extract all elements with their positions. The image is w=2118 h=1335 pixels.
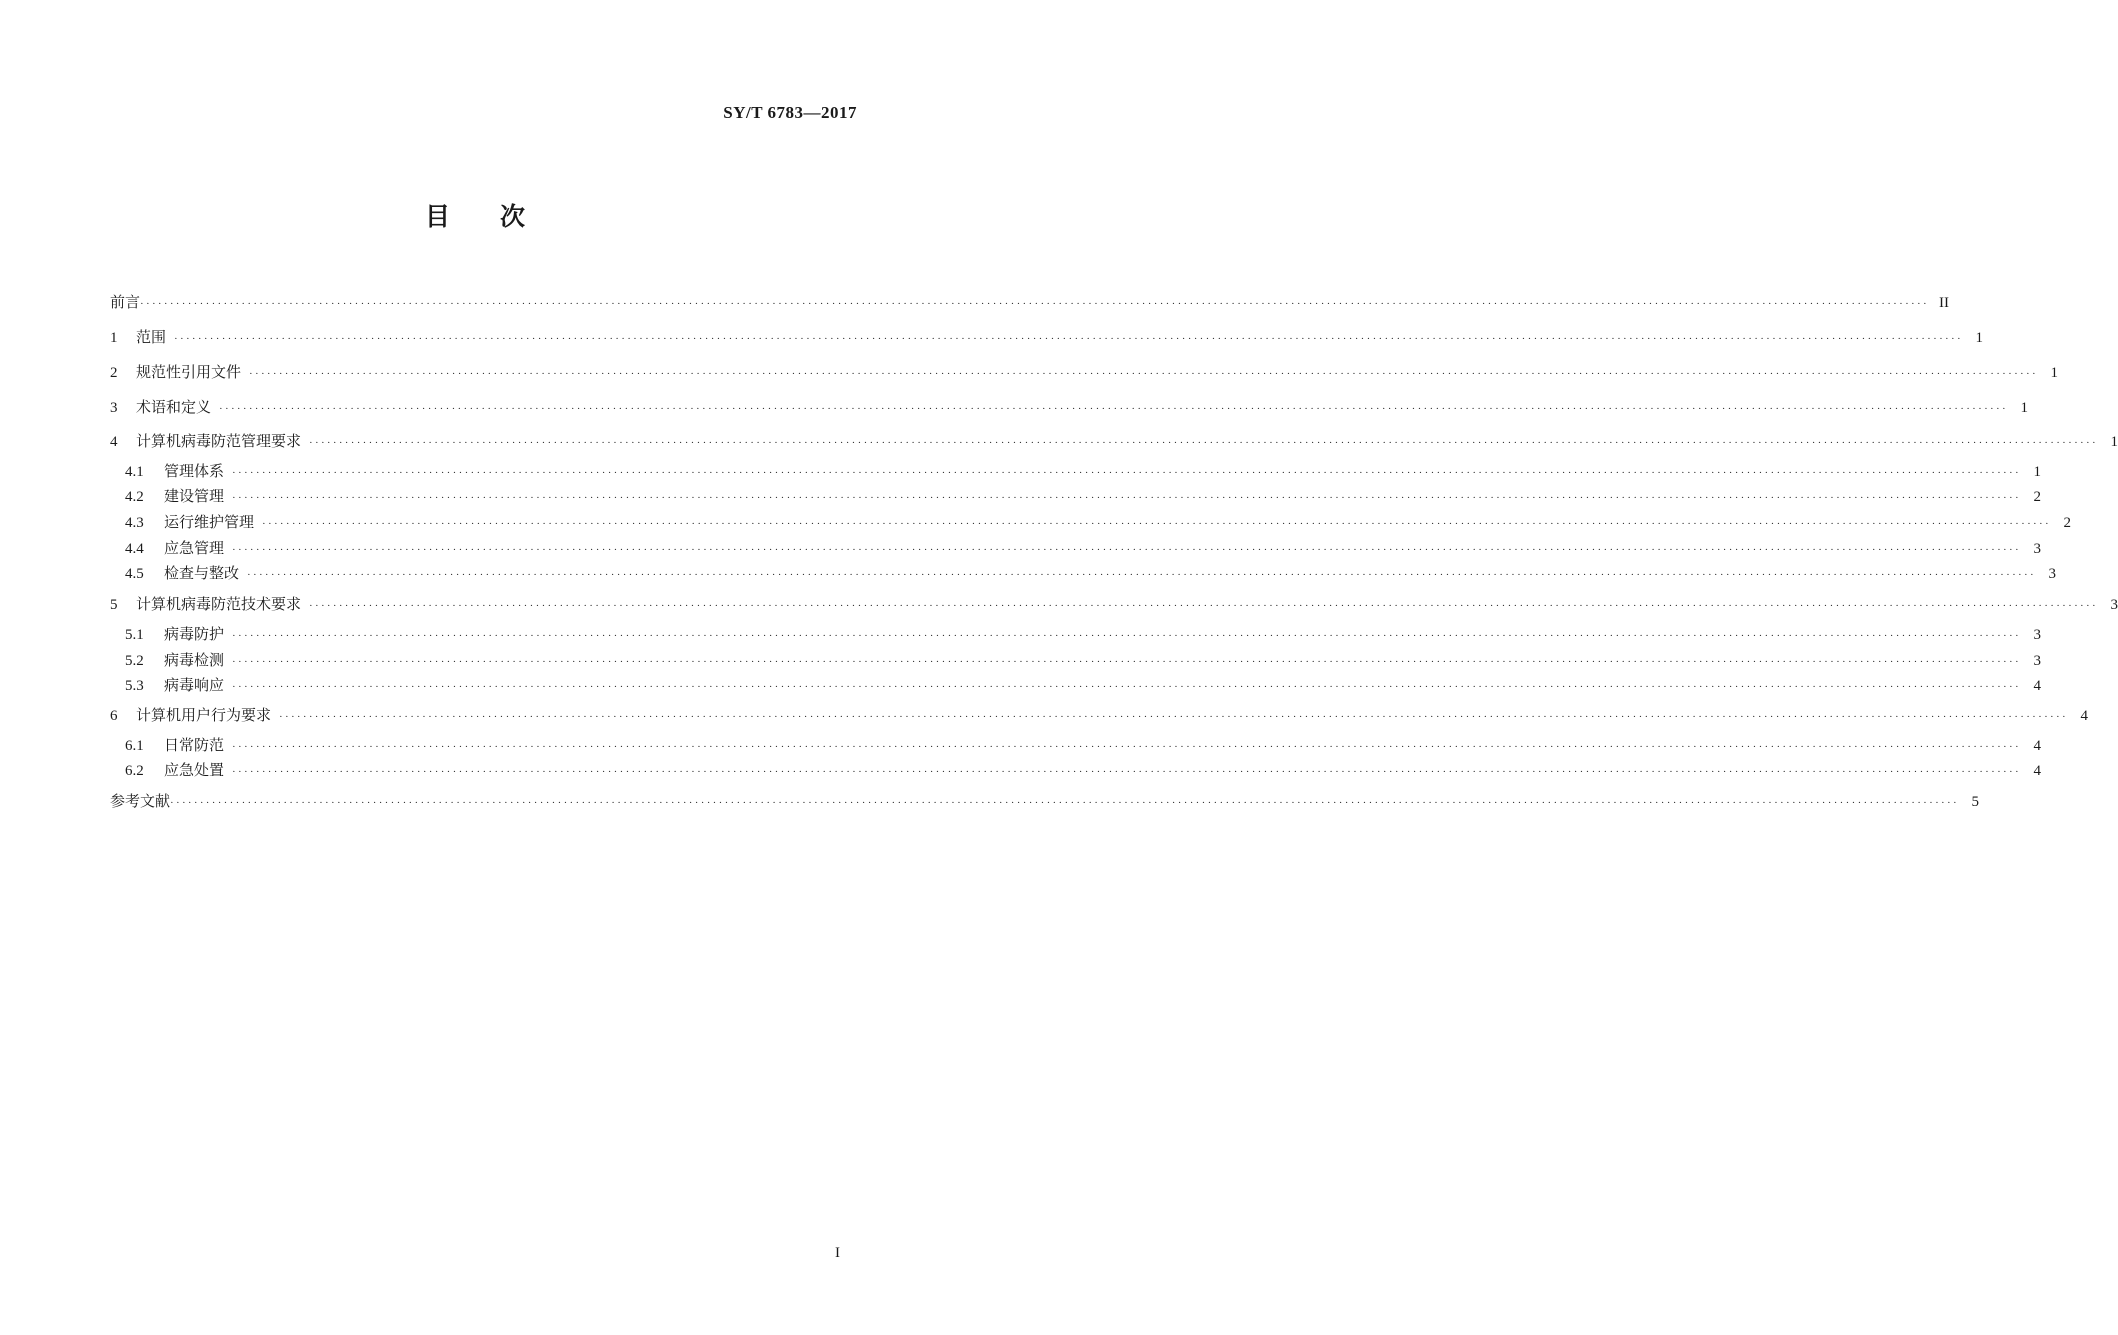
toc-entry-label: 运行维护管理: [164, 513, 255, 531]
toc-entry-label: 建设管理: [164, 487, 225, 505]
toc-entry-label: 参考文献: [110, 792, 171, 810]
toc-entry-label: 术语和定义: [136, 398, 212, 416]
toc-leader-dots: ············································································································································································································································································································: [262, 518, 2051, 530]
toc-subentry[interactable]: [125, 624, 2041, 644]
toc-entry-page: 1: [2033, 464, 2041, 480]
toc-leader-dots: ············································································································································································································································································································: [247, 569, 2036, 581]
toc-entry-label: 规范性引用文件: [136, 363, 242, 381]
toc-leader-dots: ············································································································································································································································································································: [309, 437, 2098, 449]
toc-entry[interactable]: [110, 362, 2058, 382]
toc-entry-label: 计算机病毒防范管理要求: [136, 432, 302, 450]
toc-entry-page: 4: [2033, 763, 2041, 779]
toc-entry-page: 2: [2063, 515, 2071, 531]
toc-entry[interactable]: [110, 397, 2028, 417]
toc-leader-dots: ············································································································································································································································································································: [279, 711, 2068, 723]
toc-entry-number: 4: [110, 434, 118, 450]
toc-entry-page: 1: [1975, 330, 1983, 346]
toc-entry-number: 5.1: [125, 627, 144, 643]
toc-subentry[interactable]: [125, 675, 2041, 695]
toc-entry-label: 检查与整改: [164, 564, 240, 582]
page-number: I: [835, 1245, 840, 1261]
toc-entry-label: 计算机病毒防范技术要求: [136, 595, 302, 613]
toc-leader-dots: ············································································································································································································································································································: [232, 741, 2021, 753]
toc-entry-label: 范围: [136, 328, 167, 346]
toc-entry-page: 1: [2110, 434, 2118, 450]
toc-entry-label: 日常防范: [164, 736, 225, 754]
toc-entry-page: 3: [2033, 653, 2041, 669]
toc-entry-page: 2: [2033, 489, 2041, 505]
toc-entry[interactable]: [110, 791, 1979, 811]
standard-number: SY/T 6783—2017: [723, 103, 857, 122]
toc-leader-dots: ············································································································································································································································································································: [140, 298, 1929, 310]
toc-entry-number: 6.1: [125, 738, 144, 754]
toc-entry-label: 前言: [110, 293, 141, 311]
toc-leader-dots: ············································································································································································································································································································: [309, 600, 2098, 612]
toc-entry-page: 1: [2050, 365, 2058, 381]
toc-subentry[interactable]: [125, 486, 2041, 506]
toc-entry-number: 6: [110, 708, 118, 724]
toc-entry-page: 3: [2033, 627, 2041, 643]
toc-entry-number: 6.2: [125, 763, 144, 779]
toc-entry-label: 应急管理: [164, 539, 225, 557]
toc-leader-dots: ············································································································································································································································································································: [170, 797, 1959, 809]
toc-entry[interactable]: [110, 705, 2088, 725]
toc-entry-label: 病毒防护: [164, 625, 225, 643]
toc-leader-dots: ············································································································································································································································································································: [232, 681, 2021, 693]
toc-entry-page: 3: [2033, 541, 2041, 557]
toc-subentry[interactable]: [125, 760, 2041, 780]
toc-leader-dots: ············································································································································································································································································································: [232, 467, 2021, 479]
toc-entry-page: 5: [1971, 794, 1979, 810]
page-title: [0, 197, 950, 233]
toc-entry-page: 4: [2033, 738, 2041, 754]
toc-entry-label: 病毒检测: [164, 651, 225, 669]
toc-entry-number: 4.5: [125, 566, 144, 582]
title-char-1: 目: [424, 202, 450, 231]
toc-subentry[interactable]: [125, 538, 2041, 558]
toc-leader-dots: ············································································································································································································································································································: [232, 544, 2021, 556]
toc-subentry[interactable]: [125, 512, 2071, 532]
toc-leader-dots: ············································································································································································································································································································: [249, 368, 2038, 380]
toc-leader-dots: ············································································································································································································································································································: [232, 492, 2021, 504]
toc-subentry[interactable]: [125, 735, 2041, 755]
toc-leader-dots: ············································································································································································································································································································: [232, 766, 2021, 778]
toc-subentry[interactable]: [125, 650, 2041, 670]
toc-entry-number: 4.1: [125, 464, 144, 480]
toc-subentry[interactable]: [125, 563, 2056, 583]
toc-entry-label: 应急处置: [164, 761, 225, 779]
toc-entry-number: 4.4: [125, 541, 144, 557]
toc-entry-label: 计算机用户行为要求: [136, 706, 272, 724]
toc-entry-number: 5.3: [125, 678, 144, 694]
toc-entry-page: 1: [2020, 400, 2028, 416]
toc-entry-label: 管理体系: [164, 462, 225, 480]
toc-entry[interactable]: [110, 327, 1983, 347]
toc-entry-number: 1: [110, 330, 118, 346]
toc-entry[interactable]: [110, 594, 2118, 614]
toc-subentry[interactable]: [125, 461, 2041, 481]
toc-entry-number: 5: [110, 597, 118, 613]
toc-entry-page: 3: [2048, 566, 2056, 582]
toc-entry-number: 3: [110, 400, 118, 416]
toc-entry-page: 3: [2110, 597, 2118, 613]
toc-entry-number: 5.2: [125, 653, 144, 669]
toc-entry[interactable]: [110, 292, 1949, 312]
toc-leader-dots: ············································································································································································································································································································: [219, 403, 2008, 415]
toc-entry-label: 病毒响应: [164, 676, 225, 694]
toc-entry-page: 4: [2033, 678, 2041, 694]
toc-entry-page: 4: [2080, 708, 2088, 724]
title-char-2: 次: [500, 202, 526, 231]
toc-entry-page: II: [1938, 295, 1949, 311]
toc-entry-number: 4.2: [125, 489, 144, 505]
toc-entry[interactable]: [110, 431, 2118, 451]
toc-leader-dots: ············································································································································································································································································································: [174, 333, 1963, 345]
toc-leader-dots: ············································································································································································································································································································: [232, 630, 2021, 642]
toc-entry-number: 4.3: [125, 515, 144, 531]
toc-entry-number: 2: [110, 365, 118, 381]
toc-leader-dots: ············································································································································································································································································································: [232, 656, 2021, 668]
